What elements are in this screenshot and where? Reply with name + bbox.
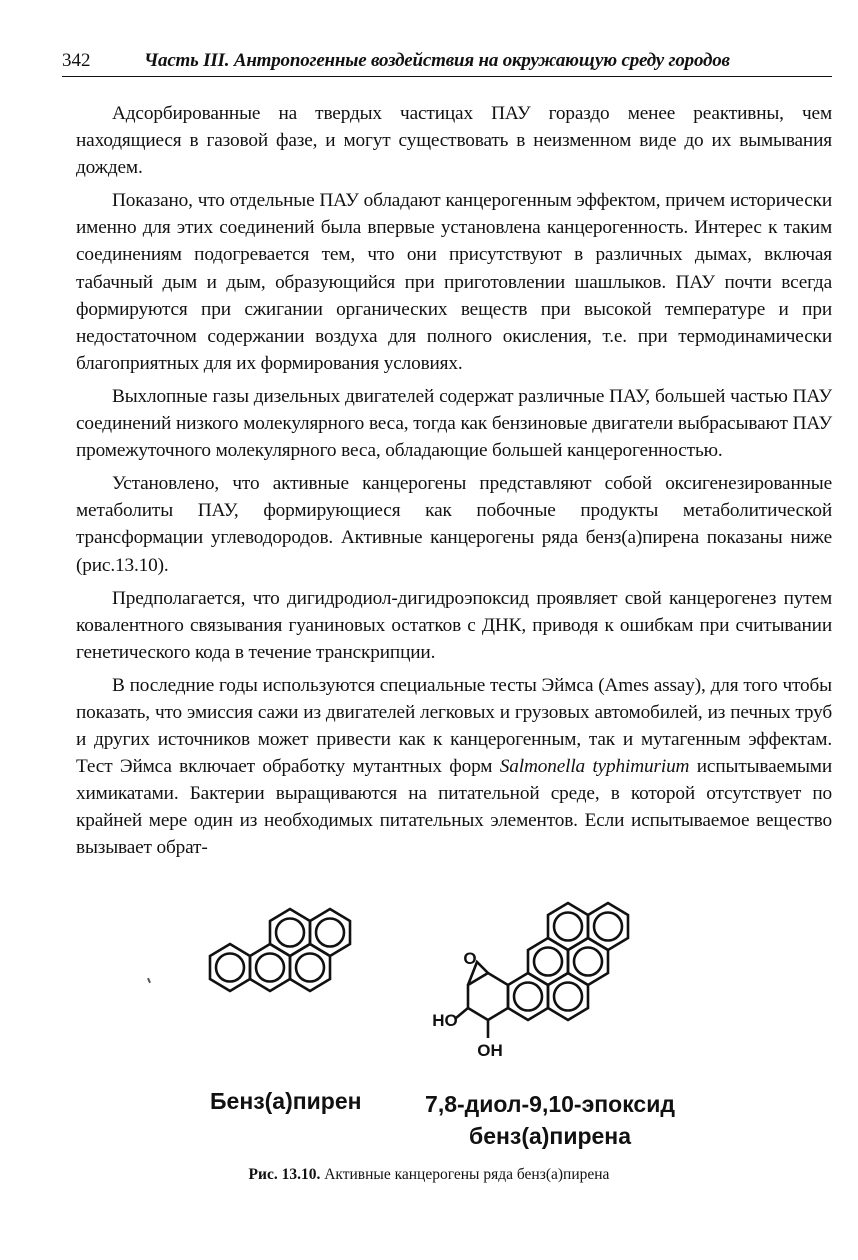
hydroxyl-label-ho: HO [432,1011,458,1030]
paragraph-6-start: В последние годы используются специальные тесты Эймса (Ames assay), для того чтобы показать, что эмиссия сажи из двигателей легковых и грузовых автомобилей, из печных труб и других источников может привести как к канцерогенным, так и мутагенным эффектам. Тест Эймса включает обработку мутантных форм [76,674,832,778]
paragraph-4: Установлено, что активные канцерогены представляют собой оксигенезированные метаболиты ПАУ, формирующиеся как побочные продукты метаболитической трансформации углеводородов. Активные канцерогены ряда бенз(а)пирена показаны ниже (рис.13.10). [76,473,832,576]
body-text [76,100,832,868]
structure-name-right [410,1088,690,1152]
running-header [62,48,832,77]
structure-name-left: Бенз(а)пирен [210,1088,362,1114]
paragraph-2: Показано, что отдельные ПАУ обладают канцерогенным эффектом, причем исторически именно для этих соединений была впервые установлена канцерогенность. Интерес к таким соединениям подогревается тем, что они присутствуют в различных дымах, включая табачный дым и дым, образующийся при приготовлении шашлыков. ПАУ почти всегда формируются при сжигании органических веществ при высокой температуре и при недостаточном содержании воздуха для полного окисления, т.е. при термодинамически благоприятных для их формирования условиях. [76,190,832,374]
oxygen-label: O [463,949,477,968]
figure-caption [0,1166,858,1184]
ring-a-left [210,944,250,991]
paragraph-5: Предполагается, что дигидродиол-дигидроэпоксид проявляет свой канцерогенез путем ковалентного связывания гуаниновых остатков с ДНК, приводя к ошибкам при считывании генетического кода в течение транскрипции. [76,587,832,663]
running-title: Часть III. Антропогенные воздействия на окружающую среду городов [144,50,730,71]
diol-epoxide-structure [456,903,628,1038]
figure-number: Рис. 13.10. [248,1166,321,1183]
figure-caption-text: Активные канцерогены ряда бенз(а)пирена [320,1166,610,1183]
page-number: 342 [62,50,91,71]
structure-name-right-line2: бенз(а)пирена [469,1123,631,1149]
ring-7 [588,903,628,950]
benzapyrene-structure [210,909,350,991]
paragraph-3: Выхлопные газы дизельных двигателей содержат различные ПАУ, большей частью ПАУ соединений низкого молекулярного веса, тогда как бензиновые двигатели выбрасывают ПАУ промежуточного молекулярного веса, обладающие большей канцерогенностью. [76,385,832,462]
ring-6 [548,903,588,950]
saturated-ring [468,973,508,1020]
paragraph-6 [76,672,832,862]
paragraph-1: Адсорбированные на твердых частицах ПАУ гораздо менее реактивны, чем находящиеся в газовой фазе, и могут существовать в неизменном виде до их вымывания дождем. [76,103,832,179]
species-name: Salmonella typhimurium [499,756,690,778]
structure-name-right-line1: 7,8-диол-9,10-эпоксид [425,1091,675,1117]
paragraph-6-end: испытываемыми химикатами. Бактерии выращиваются на питательной среде, в которой отсутствует по крайней мере один из необходимых питательных элементов. Если испытываемое вещество вызывает обрат- [76,756,832,859]
ring-d [270,909,310,956]
ring-e [310,909,350,956]
hydroxyl-label-oh: OH [477,1041,503,1060]
